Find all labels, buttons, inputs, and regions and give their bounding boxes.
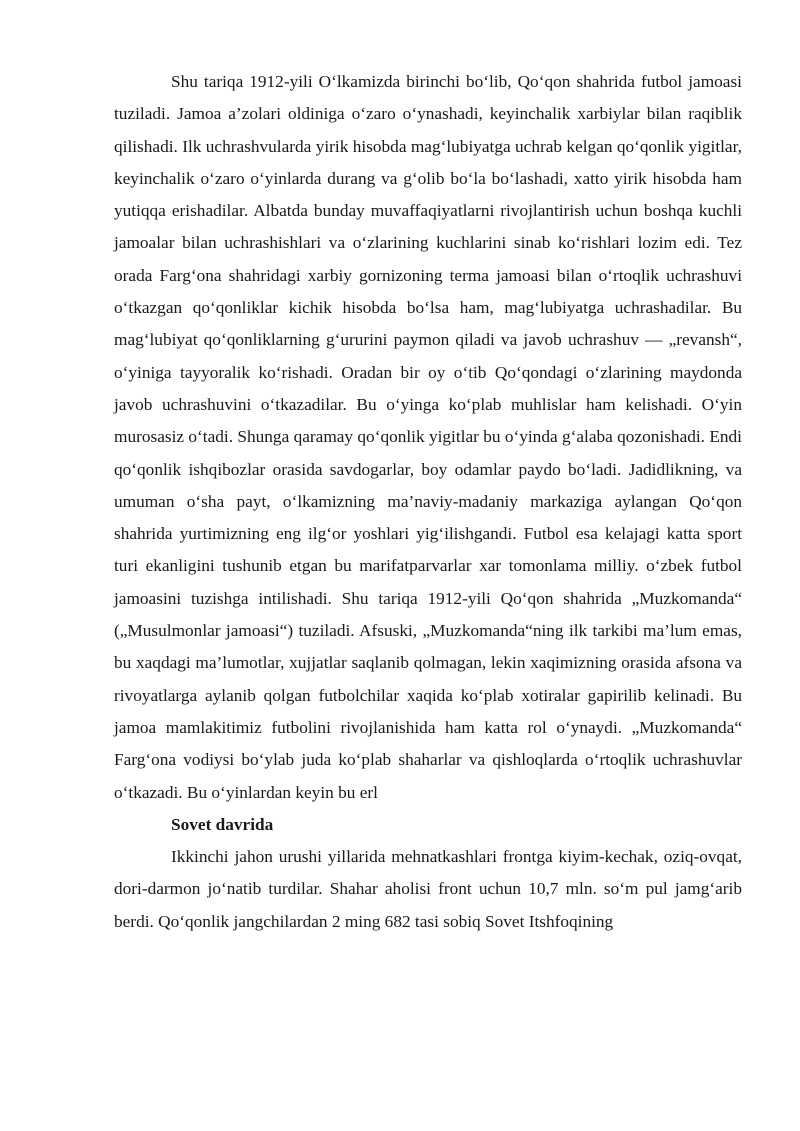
- body-paragraph: Ikkinchi jahon urushi yillarida mehnatkashlari frontga kiyim-kechak, oziq-ovqat, dori-darmon jo‘natib turdilar. Shahar aholisi front uchun 10,7 mln. so‘m pul jamg‘arib berdi. Qo‘qonlik jangchilardan 2 ming 682 tasi sobiq Sovet Itshfoqining: [114, 847, 742, 931]
- document-page: [114, 66, 742, 938]
- section-heading: Sovet davrida: [171, 814, 274, 834]
- body-paragraph: Shu tariqa 1912-yili O‘lkamizda birinchi bo‘lib, Qo‘qon shahrida futbol jamoasi tuziladi. Jamoa a’zolari oldiniga o‘zaro o‘ynashadi, keyinchalik xarbiylar bilan raqiblik qilishadi. Ilk uchrashvularda yirik hisobda mag‘lubiyatga uchrab kelgan qo‘qonlik yigitlar, keyinchalik o‘zaro o‘yinlarda durang va g‘olib bo‘la bo‘lashadi, xatto yirik hisobda ham yutiqqa erishadilar. Albatda bunday muvaffaqiyatlarni rivojlantirish uchun boshqa kuchli jamoalar bilan uchrashishlari va o‘zlarining kuchlarini sinab ko‘rishlari lozim edi. Tez orada Farg‘ona shahridagi xarbiy gornizoning terma jamoasi bilan o‘rtoqlik uchrashuvi o‘tkazgan qo‘qonliklar kichik hisobda bo‘lsa ham, mag‘lubiyatga uchrashadilar. Bu mag‘lubiyat qo‘qonliklarning g‘ururini paymon qiladi va javob uchrashuv — „revansh“, o‘yiniga tayyoralik ko‘rishadi. Oradan bir oy o‘tib Qo‘qondagi o‘zlarining maydonda javob uchrashuvini o‘tkazadilar. Bu o‘yinga ko‘plab muhlislar ham kelishadi. O‘yin murosasiz o‘tadi. Shunga qaramay qo‘qonlik yigitlar bu o‘yinda g‘alaba qozonishadi. Endi qo‘qonlik ishqibozlar orasida savdogarlar, boy odamlar paydo bo‘ladi. Jadidlikning, va umuman o‘sha payt, o‘lkamizning ma’naviy-madaniy markaziga aylangan Qo‘qon shahrida yurtimizning eng ilg‘or yoshlari yig‘ilishgandi. Futbol esa kelajagi katta sport turi ekanligini tushunib etgan bu marifatparvarlar xar tomonlama milliy. o‘zbek futbol jamoasini tuzishga intilishadi. Shu tariqa 1912-yili Qo‘qon shahrida „Muzkomanda“ („Musulmonlar jamoasi“) tuziladi. Afsuski, „Muzkomanda“ning ilk tarkibi ma’lum emas, bu xaqdagi ma’lumotlar, xujjatlar saqlanib qolmagan, lekin xaqimizning orasida afsona va rivoyatlarga aylanib qolgan futbolchilar xaqida ko‘plab xotiralar gapirilib kelinadi. Bu jamoa mamlakitimiz futbolini rivojlanishida ham katta rol o‘ynaydi. „Muzkomanda“ Farg‘ona vodiysi bo‘ylab juda ko‘plab shaharlar va qishloqlarda o‘rtoqlik uchrashuvlar o‘tkazadi. Bu o‘yinlardan keyin bu erl: [114, 72, 742, 802]
